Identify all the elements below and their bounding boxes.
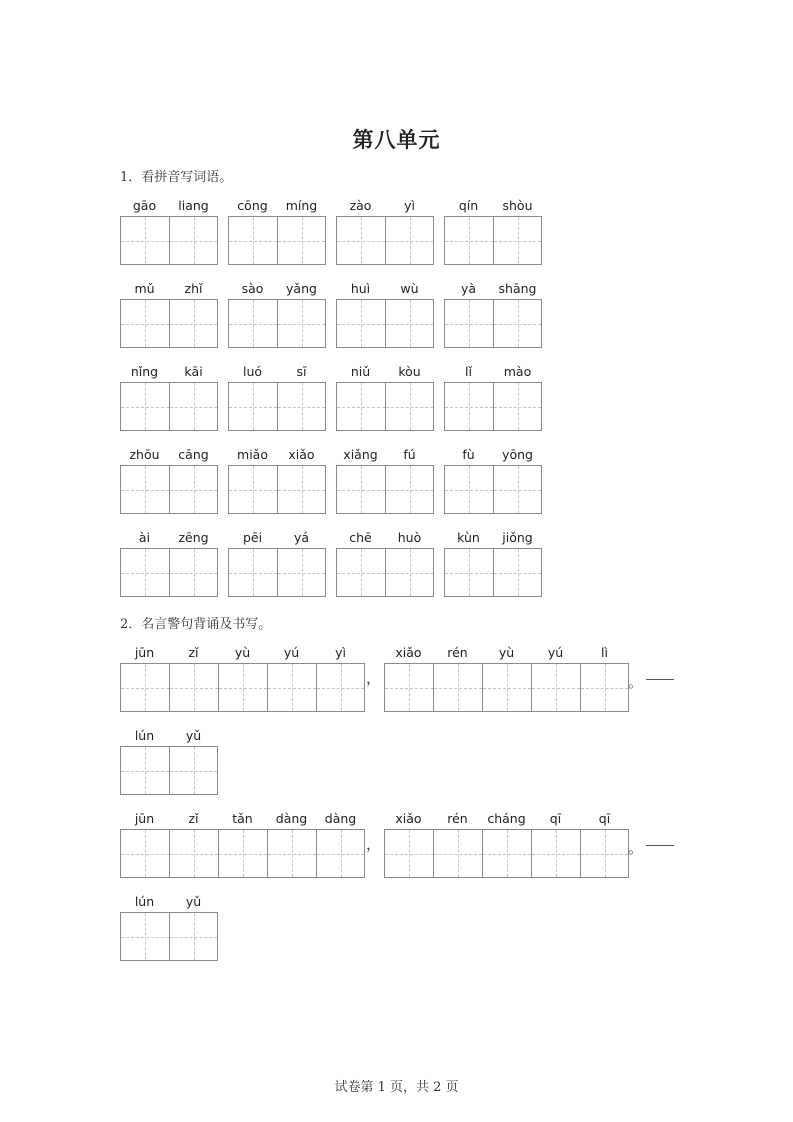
writing-cell[interactable] bbox=[336, 299, 385, 348]
writing-cell[interactable] bbox=[531, 829, 580, 878]
writing-grid bbox=[228, 216, 326, 265]
writing-grid bbox=[444, 465, 542, 514]
writing-cell[interactable] bbox=[336, 216, 385, 265]
pinyin-label: kāi bbox=[184, 364, 203, 379]
pinyin-label: lún bbox=[134, 894, 155, 909]
pinyin-label: fú bbox=[403, 447, 416, 462]
writing-cell[interactable] bbox=[336, 465, 385, 514]
pinyin-label: miǎo bbox=[237, 447, 268, 462]
pinyin-label: míng bbox=[285, 198, 318, 213]
writing-cell[interactable] bbox=[316, 663, 365, 712]
pinyin-label: yǎng bbox=[286, 281, 317, 296]
writing-cell[interactable] bbox=[384, 663, 433, 712]
pinyin-label: jūn bbox=[134, 811, 155, 826]
pinyin-label: kùn bbox=[457, 530, 480, 545]
writing-cell[interactable] bbox=[169, 548, 218, 597]
writing-cell[interactable] bbox=[493, 299, 542, 348]
writing-grid bbox=[120, 299, 218, 348]
pinyin-label: yú bbox=[547, 645, 564, 660]
pinyin-label: shāng bbox=[498, 281, 537, 296]
writing-cell[interactable] bbox=[228, 216, 277, 265]
writing-cell[interactable] bbox=[580, 663, 629, 712]
pinyin-label: zēng bbox=[178, 530, 209, 545]
pinyin-label: liang bbox=[178, 198, 209, 213]
writing-cell[interactable] bbox=[169, 746, 218, 795]
pinyin-label: yá bbox=[293, 530, 310, 545]
writing-grid bbox=[120, 382, 218, 431]
writing-cell[interactable] bbox=[482, 663, 531, 712]
writing-grid bbox=[120, 912, 218, 961]
pinyin-label: yì bbox=[335, 645, 346, 660]
writing-grid bbox=[384, 829, 629, 878]
writing-cell[interactable] bbox=[267, 829, 316, 878]
pinyin-label: pēi bbox=[242, 530, 263, 545]
pinyin-label: yú bbox=[283, 645, 300, 660]
writing-cell[interactable] bbox=[120, 548, 169, 597]
writing-cell[interactable] bbox=[120, 829, 169, 878]
pinyin-label: qī bbox=[598, 811, 611, 826]
writing-cell[interactable] bbox=[120, 382, 169, 431]
writing-grid bbox=[336, 548, 434, 597]
writing-cell[interactable] bbox=[120, 465, 169, 514]
pinyin-label: ài bbox=[138, 530, 151, 545]
writing-cell[interactable] bbox=[277, 216, 326, 265]
pinyin-label: tǎn bbox=[232, 811, 253, 826]
writing-grid bbox=[120, 465, 218, 514]
writing-cell[interactable] bbox=[444, 548, 493, 597]
pinyin-label: yǔ bbox=[185, 894, 202, 909]
writing-cell[interactable] bbox=[228, 465, 277, 514]
attribution-dash bbox=[646, 679, 674, 680]
pinyin-label: rén bbox=[447, 811, 468, 826]
writing-grid bbox=[336, 216, 434, 265]
writing-cell[interactable] bbox=[482, 829, 531, 878]
page-footer: 试卷第 1 页，共 2 页 bbox=[334, 1080, 459, 1095]
pinyin-label: mǔ bbox=[134, 281, 155, 296]
writing-grid bbox=[336, 465, 434, 514]
writing-cell[interactable] bbox=[493, 465, 542, 514]
pinyin-label: zhōu bbox=[129, 447, 160, 462]
writing-cell[interactable] bbox=[493, 382, 542, 431]
comma-mark: ， bbox=[366, 669, 382, 687]
pinyin-label: sào bbox=[241, 281, 264, 296]
writing-cell[interactable] bbox=[277, 382, 326, 431]
pinyin-label: huì bbox=[350, 281, 371, 296]
writing-cell[interactable] bbox=[385, 382, 434, 431]
pinyin-label: yà bbox=[460, 281, 477, 296]
writing-cell[interactable] bbox=[267, 663, 316, 712]
writing-grid bbox=[384, 663, 629, 712]
writing-grid bbox=[120, 746, 218, 795]
writing-cell[interactable] bbox=[120, 299, 169, 348]
writing-cell[interactable] bbox=[316, 829, 365, 878]
pinyin-label: chē bbox=[349, 530, 372, 545]
writing-cell[interactable] bbox=[169, 216, 218, 265]
writing-cell[interactable] bbox=[277, 548, 326, 597]
writing-grid bbox=[120, 216, 218, 265]
pinyin-label: zǐ bbox=[188, 811, 199, 826]
writing-cell[interactable] bbox=[169, 299, 218, 348]
pinyin-label: sī bbox=[296, 364, 307, 379]
pinyin-label: kòu bbox=[398, 364, 421, 379]
pinyin-label: yǔ bbox=[185, 728, 202, 743]
writing-cell[interactable] bbox=[228, 299, 277, 348]
pinyin-label: cháng bbox=[487, 811, 526, 826]
writing-cell[interactable] bbox=[385, 216, 434, 265]
pinyin-label: cāng bbox=[178, 447, 209, 462]
writing-cell[interactable] bbox=[169, 912, 218, 961]
pinyin-label: xiǎo bbox=[395, 811, 422, 826]
writing-cell[interactable] bbox=[120, 746, 169, 795]
question-1-heading: 1．看拼音写词语。 bbox=[120, 170, 233, 185]
writing-grid bbox=[444, 548, 542, 597]
pinyin-label: fù bbox=[462, 447, 475, 462]
writing-cell[interactable] bbox=[444, 465, 493, 514]
writing-cell[interactable] bbox=[218, 663, 267, 712]
pinyin-label: jiǒng bbox=[502, 530, 533, 545]
writing-grid bbox=[336, 299, 434, 348]
writing-cell[interactable] bbox=[277, 299, 326, 348]
writing-cell[interactable] bbox=[336, 548, 385, 597]
pinyin-label: lún bbox=[134, 728, 155, 743]
writing-grid bbox=[120, 548, 218, 597]
writing-cell[interactable] bbox=[444, 216, 493, 265]
pinyin-label: dàng bbox=[324, 811, 357, 826]
pinyin-label: gāo bbox=[132, 198, 157, 213]
pinyin-label: zào bbox=[349, 198, 372, 213]
writing-grid bbox=[444, 216, 542, 265]
period-mark: 。 bbox=[628, 673, 644, 691]
writing-cell[interactable] bbox=[444, 382, 493, 431]
pinyin-label: lǐ bbox=[465, 364, 472, 379]
pinyin-label: xiǎo bbox=[395, 645, 422, 660]
writing-grid bbox=[228, 299, 326, 348]
pinyin-label: nǐng bbox=[130, 364, 159, 379]
pinyin-label: zhǐ bbox=[184, 281, 203, 296]
pinyin-label: xiǎng bbox=[343, 447, 378, 462]
writing-grid bbox=[120, 663, 365, 712]
writing-grid bbox=[120, 829, 365, 878]
pinyin-label: luó bbox=[242, 364, 263, 379]
writing-cell[interactable] bbox=[277, 465, 326, 514]
pinyin-label: yōng bbox=[502, 447, 533, 462]
writing-cell[interactable] bbox=[169, 465, 218, 514]
pinyin-label: zǐ bbox=[188, 645, 199, 660]
pinyin-label: xiǎo bbox=[288, 447, 315, 462]
writing-cell[interactable] bbox=[218, 829, 267, 878]
pinyin-label: lì bbox=[601, 645, 608, 660]
pinyin-label: huò bbox=[397, 530, 422, 545]
pinyin-label: dàng bbox=[275, 811, 308, 826]
writing-cell[interactable] bbox=[433, 663, 482, 712]
writing-cell[interactable] bbox=[120, 912, 169, 961]
writing-grid bbox=[228, 465, 326, 514]
pinyin-label: cōng bbox=[237, 198, 268, 213]
pinyin-label: jūn bbox=[134, 645, 155, 660]
writing-cell[interactable] bbox=[120, 216, 169, 265]
writing-grid bbox=[228, 548, 326, 597]
period-mark: 。 bbox=[628, 839, 644, 857]
pinyin-label: mào bbox=[503, 364, 532, 379]
writing-grid bbox=[444, 382, 542, 431]
page-title: 第八单元 bbox=[352, 127, 441, 152]
writing-cell[interactable] bbox=[169, 829, 218, 878]
writing-cell[interactable] bbox=[120, 663, 169, 712]
pinyin-label: qín bbox=[458, 198, 479, 213]
writing-cell[interactable] bbox=[228, 382, 277, 431]
writing-cell[interactable] bbox=[169, 382, 218, 431]
writing-cell[interactable] bbox=[444, 299, 493, 348]
pinyin-label: shòu bbox=[502, 198, 533, 213]
writing-cell[interactable] bbox=[169, 663, 218, 712]
writing-cell[interactable] bbox=[385, 465, 434, 514]
writing-cell[interactable] bbox=[493, 216, 542, 265]
comma-mark: ， bbox=[366, 835, 382, 853]
writing-cell[interactable] bbox=[531, 663, 580, 712]
writing-cell[interactable] bbox=[493, 548, 542, 597]
pinyin-label: niǔ bbox=[350, 364, 371, 379]
pinyin-label: wù bbox=[400, 281, 419, 296]
writing-cell[interactable] bbox=[385, 299, 434, 348]
writing-grid bbox=[444, 299, 542, 348]
writing-grid bbox=[336, 382, 434, 431]
writing-cell[interactable] bbox=[228, 548, 277, 597]
pinyin-label: yù bbox=[498, 645, 515, 660]
writing-cell[interactable] bbox=[580, 829, 629, 878]
writing-cell[interactable] bbox=[385, 548, 434, 597]
writing-cell[interactable] bbox=[433, 829, 482, 878]
writing-grid bbox=[228, 382, 326, 431]
pinyin-label: rén bbox=[447, 645, 468, 660]
pinyin-label: yì bbox=[404, 198, 415, 213]
pinyin-label: qī bbox=[549, 811, 562, 826]
attribution-dash bbox=[646, 845, 674, 846]
pinyin-label: yù bbox=[234, 645, 251, 660]
question-2-heading: 2．名言警句背诵及书写。 bbox=[120, 617, 272, 632]
writing-cell[interactable] bbox=[384, 829, 433, 878]
writing-cell[interactable] bbox=[336, 382, 385, 431]
